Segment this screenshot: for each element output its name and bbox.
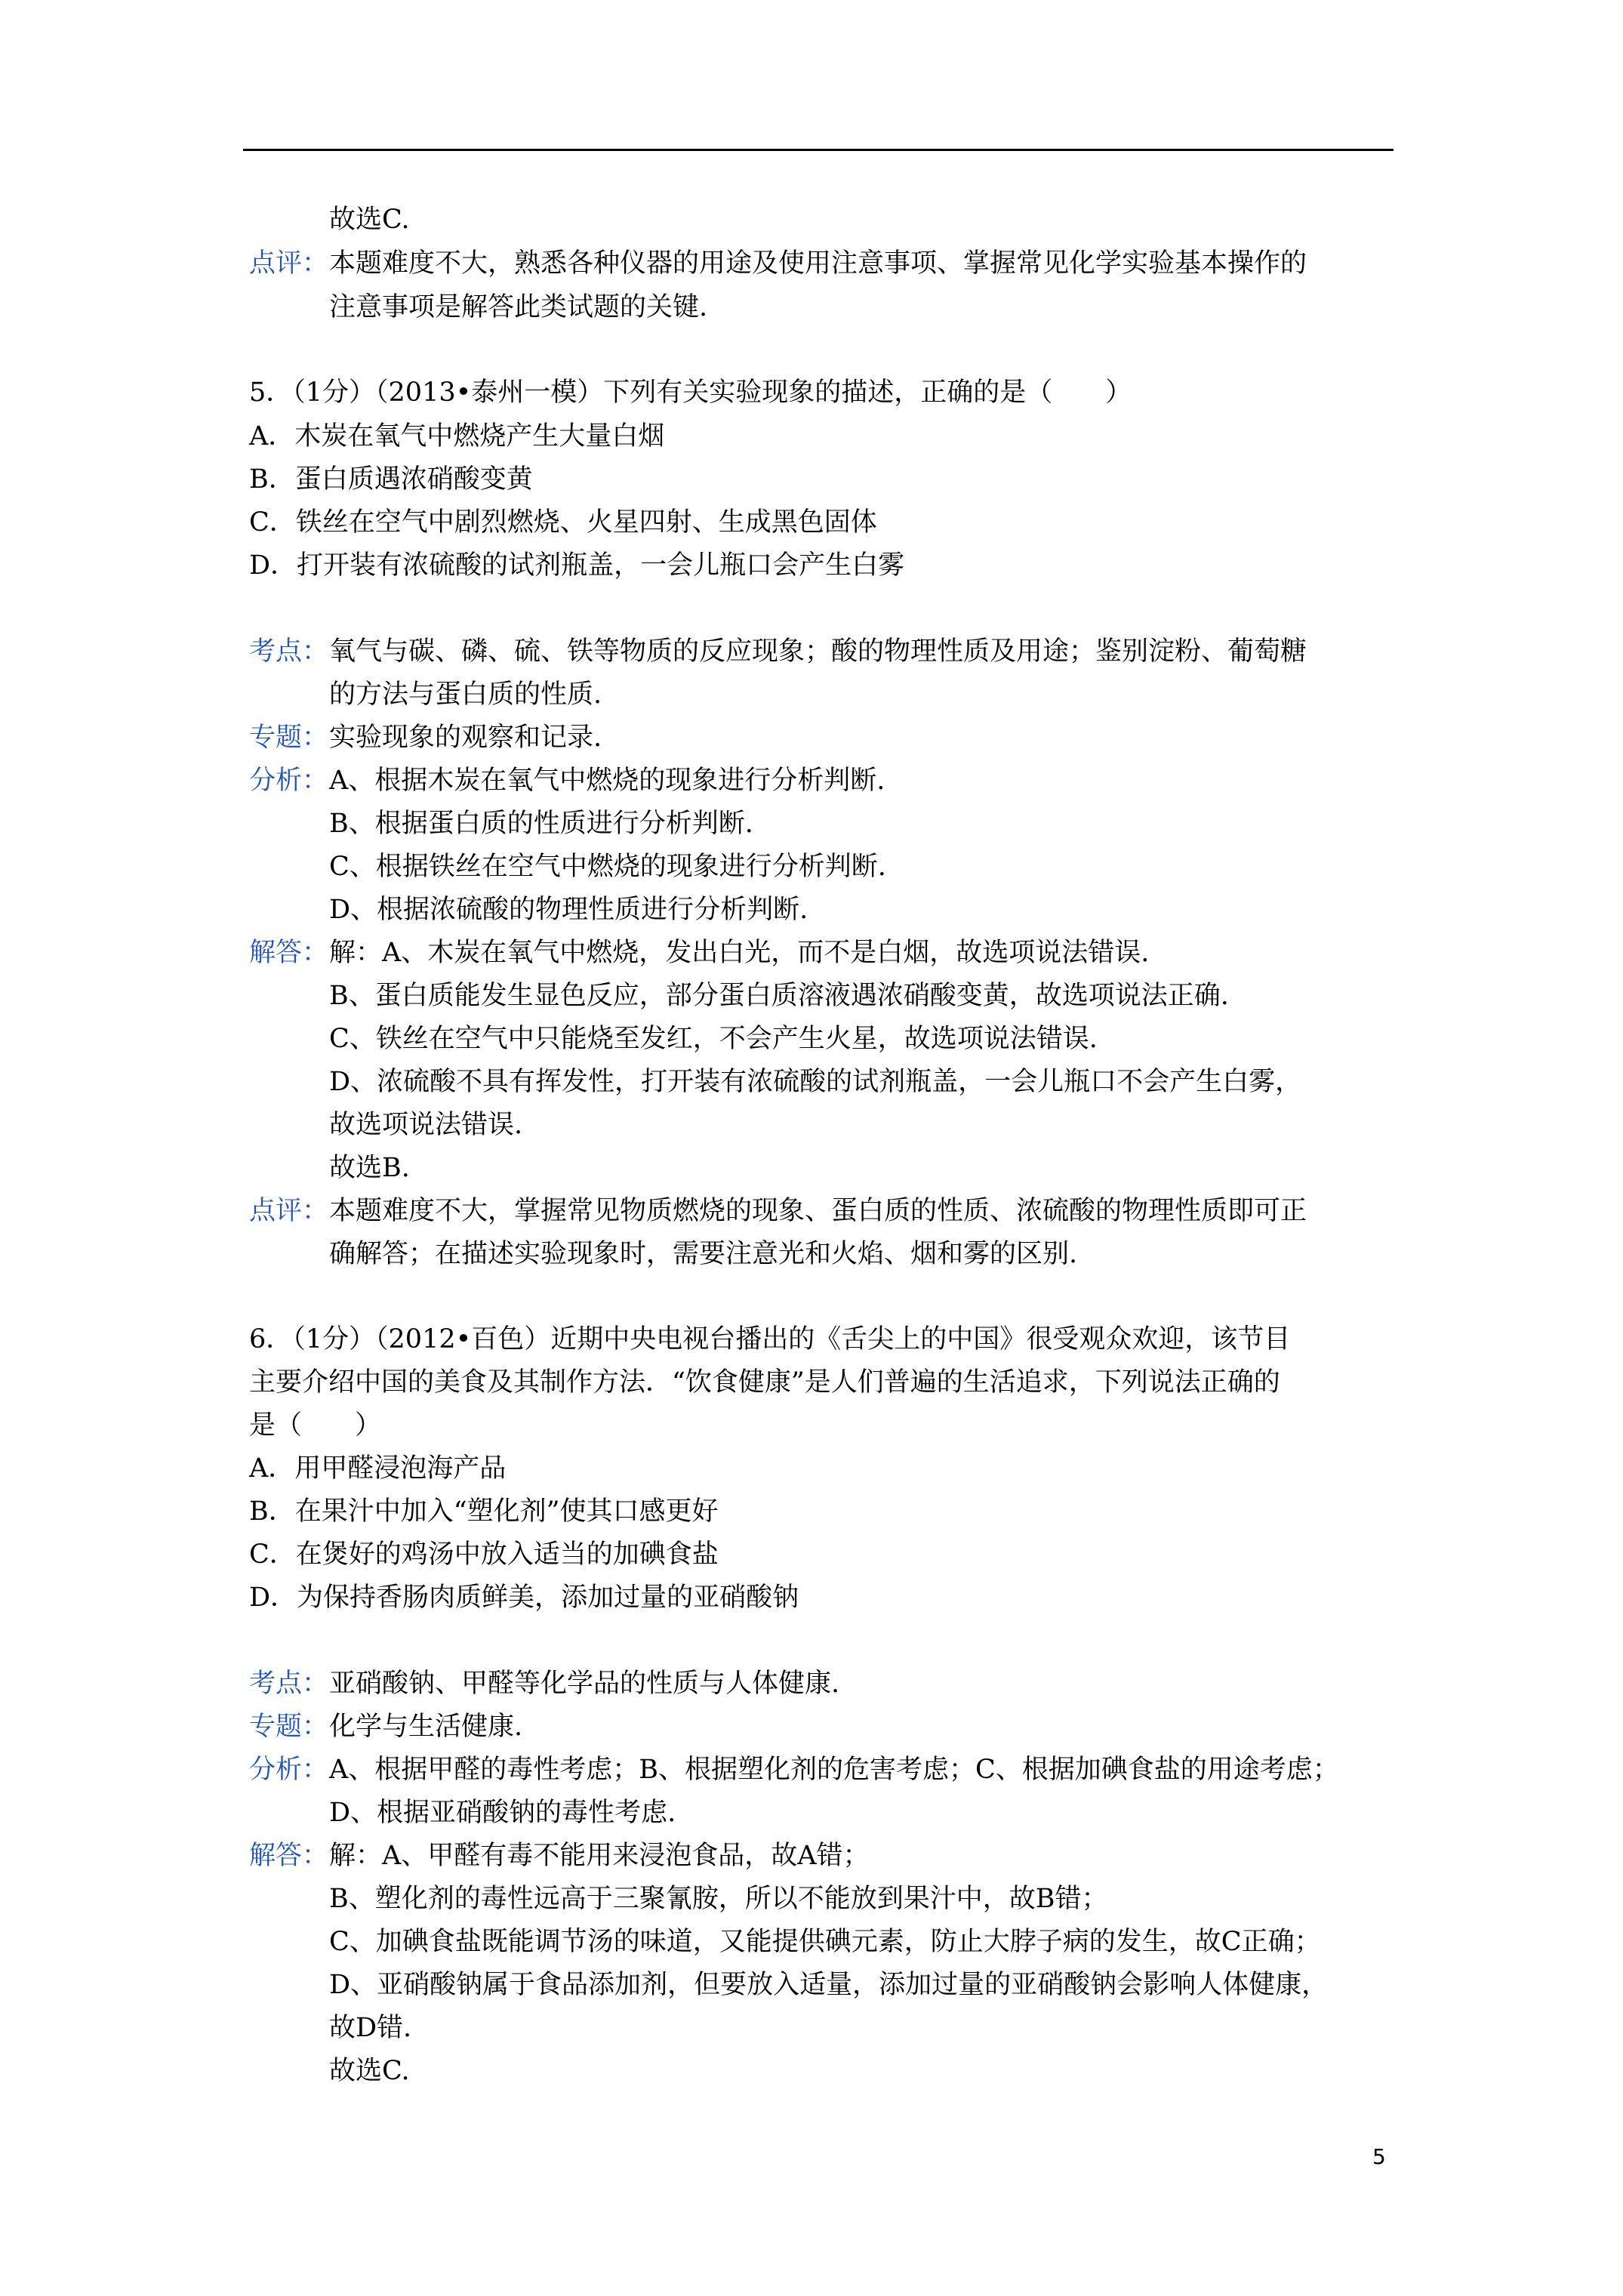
q5-jieda-line-1: 解：A、木炭在氧气中燃烧，发出白光，而不是白烟，故选项说法错误. (329, 938, 1150, 968)
q5-fenxi-line-1: A、根据木炭在氧气中燃烧的现象进行分析判断. (329, 766, 885, 796)
q6-option-b: B．在果汁中加入“塑化剂”使其口感更好 (249, 1496, 719, 1527)
q5-fenxi-line-2: B、根据蛋白质的性质进行分析判断. (329, 809, 753, 839)
q5-jieda-line-3: C、铁丝在空气中只能烧至发红，不会产生火星，故选项说法错误. (329, 1024, 1098, 1054)
q6-stem-line-2: 主要介绍中国的美食及其制作方法．“饮食健康”是人们普遍的生活追求，下列说法正确的 (249, 1367, 1280, 1398)
q6-stem-line-1: 6．（1分）（2012•百色）近期中央电视台播出的《舌尖上的中国》很受观众欢迎，该节目 (249, 1324, 1291, 1354)
q6-option-c: C．在煲好的鸡汤中放入适当的加碘食盐 (249, 1539, 719, 1570)
q6-fenxi-label: 分析： (249, 1755, 329, 1785)
q5-fenxi-line-4: D、根据浓硫酸的物理性质进行分析判断. (329, 895, 808, 925)
q6-fenxi-line-2: D、根据亚硝酸钠的毒性考虑. (329, 1798, 676, 1828)
q6-option-d: D．为保持香肠肉质鲜美，添加过量的亚硝酸钠 (249, 1583, 799, 1613)
q5-jieda-label: 解答： (249, 938, 329, 968)
q5-jieda-line-4: D、浓硫酸不具有挥发性，打开装有浓硫酸的试剂瓶盖，一会儿瓶口不会产生白雾， (329, 1067, 1302, 1097)
q6-stem-line-3: 是（ ） (249, 1410, 382, 1441)
q6-jieda-line-3: C、加碘食盐既能调节汤的味道，又能提供碘元素，防止大脖子病的发生，故C正确； (329, 1927, 1321, 1957)
q6-jieda-line-1: 解：A、甲醛有毒不能用来浸泡食品，故A错； (329, 1841, 870, 1871)
prev-comment-line-2: 注意事项是解答此类试题的关键. (329, 292, 708, 322)
q6-kaodian-label: 考点： (249, 1669, 329, 1699)
q5-option-a: A．木炭在氧气中燃烧产生大量白烟 (249, 421, 665, 451)
q5-jieda-line-6: 故选B. (329, 1153, 410, 1183)
q5-kaodian-label: 考点： (249, 636, 329, 667)
q5-jieda-line-2: B、蛋白质能发生显色反应，部分蛋白质溶液遇浓硝酸变黄，故选项说法正确. (329, 981, 1229, 1011)
page-number: 5 (1372, 2144, 1386, 2169)
q6-jieda-line-5: 故D错. (329, 2013, 412, 2043)
q6-zhuanti: 化学与生活健康. (329, 1712, 523, 1742)
q6-fenxi-line-1: A、根据甲醛的毒性考虑；B、根据塑化剂的危害考虑；C、根据加碘食盐的用途考虑； (329, 1755, 1339, 1785)
q5-option-b: B．蛋白质遇浓硝酸变黄 (249, 464, 533, 495)
header-rule (243, 149, 1394, 151)
q6-jieda-line-2: B、塑化剂的毒性远高于三聚氰胺，所以不能放到果汁中，故B错； (329, 1884, 1108, 1914)
q6-option-a: A．用甲醛浸泡海产品 (249, 1453, 507, 1484)
q5-dianping-line-2: 确解答；在描述实验现象时，需要注意光和火焰、烟和雾的区别. (329, 1239, 1078, 1269)
prev-comment-line-1: 本题难度不大，熟悉各种仪器的用途及使用注意事项、掌握常见化学实验基本操作的 (329, 248, 1307, 279)
q5-kaodian-line-2: 的方法与蛋白质的性质. (329, 680, 602, 710)
q5-kaodian-line-1: 氧气与碳、磷、硫、铁等物质的反应现象；酸的物理性质及用途；鉴别淀粉、葡萄糖 (329, 636, 1307, 667)
q6-zhuanti-label: 专题： (249, 1712, 329, 1742)
q5-stem: 5．（1分）（2013•泰州一模）下列有关实验现象的描述，正确的是（ ） (249, 378, 1132, 408)
q5-fenxi-label: 分析： (249, 766, 329, 796)
q5-fenxi-line-3: C、根据铁丝在空气中燃烧的现象进行分析判断. (329, 852, 886, 882)
q6-jieda-label: 解答： (249, 1841, 329, 1871)
q6-kaodian: 亚硝酸钠、甲醛等化学品的性质与人体健康. (329, 1669, 840, 1699)
q5-zhuanti: 实验现象的观察和记录. (329, 723, 602, 753)
q5-zhuanti-label: 专题： (249, 723, 329, 753)
q6-jieda-line-6: 故选C. (329, 2056, 410, 2086)
prev-comment-label: 点评： (249, 248, 329, 279)
q5-jieda-line-5: 故选项说法错误. (329, 1110, 523, 1140)
q5-option-d: D．打开装有浓硫酸的试剂瓶盖，一会儿瓶口会产生白雾 (249, 550, 905, 581)
q5-option-c: C．铁丝在空气中剧烈燃烧、火星四射、生成黑色固体 (249, 507, 877, 538)
q5-dianping-label: 点评： (249, 1196, 329, 1226)
prev-conclusion: 故选C. (329, 205, 410, 235)
q6-jieda-line-4: D、亚硝酸钠属于食品添加剂，但要放入适量，添加过量的亚硝酸钠会影响人体健康， (329, 1970, 1329, 2000)
q5-dianping-line-1: 本题难度不大，掌握常见物质燃烧的现象、蛋白质的性质、浓硫酸的物理性质即可正 (329, 1196, 1307, 1226)
